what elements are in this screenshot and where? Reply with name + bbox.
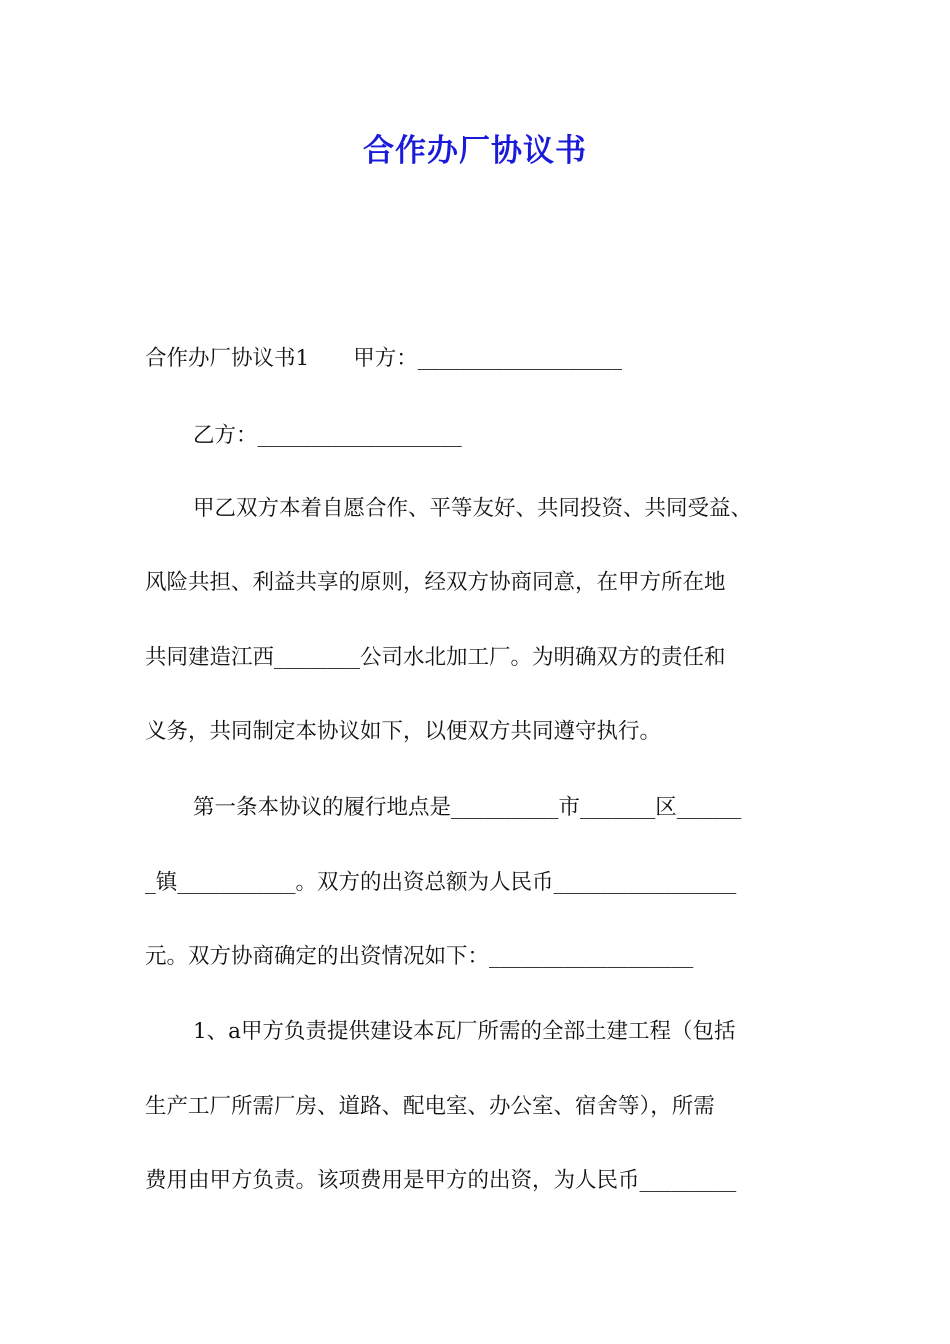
paragraph-line — [145, 344, 622, 374]
party-a-field: 甲方：___________________ — [353, 346, 622, 371]
paragraph-line: 生产工厂所需厂房、道路、配电室、办公室、宿舍等），所需 — [145, 1094, 715, 1119]
paragraph-line: 风险共担、利益共享的原则，经双方协商同意，在甲方所在地 — [145, 570, 726, 595]
paragraph-line: 共同建造江西________公司水北加工厂。为明确双方的责任和 — [145, 645, 726, 670]
paragraph-line: 元。双方协商确定的出资情况如下：___________________ — [145, 944, 694, 969]
paragraph-line: _镇___________。双方的出资总额为人民币_________________ — [145, 870, 737, 895]
paragraph-line: 费用由甲方负责。该项费用是甲方的出资，为人民币_________ — [145, 1168, 737, 1193]
document-title: 合作办厂协议书 — [363, 133, 587, 169]
paragraph-line: 义务，共同制定本协议如下，以便双方共同遵守执行。 — [145, 719, 662, 744]
clause-one-line: 第一条本协议的履行地点是__________市_______区______ — [193, 795, 742, 820]
party-b-field: 乙方：___________________ — [193, 423, 462, 448]
document-subtitle: 合作办厂协议书1 — [145, 346, 310, 371]
item-one-line: 1、a甲方负责提供建设本瓦厂所需的全部土建工程（包括 — [193, 1019, 736, 1044]
paragraph-line: 甲乙双方本着自愿合作、平等友好、共同投资、共同受益、 — [193, 496, 753, 521]
